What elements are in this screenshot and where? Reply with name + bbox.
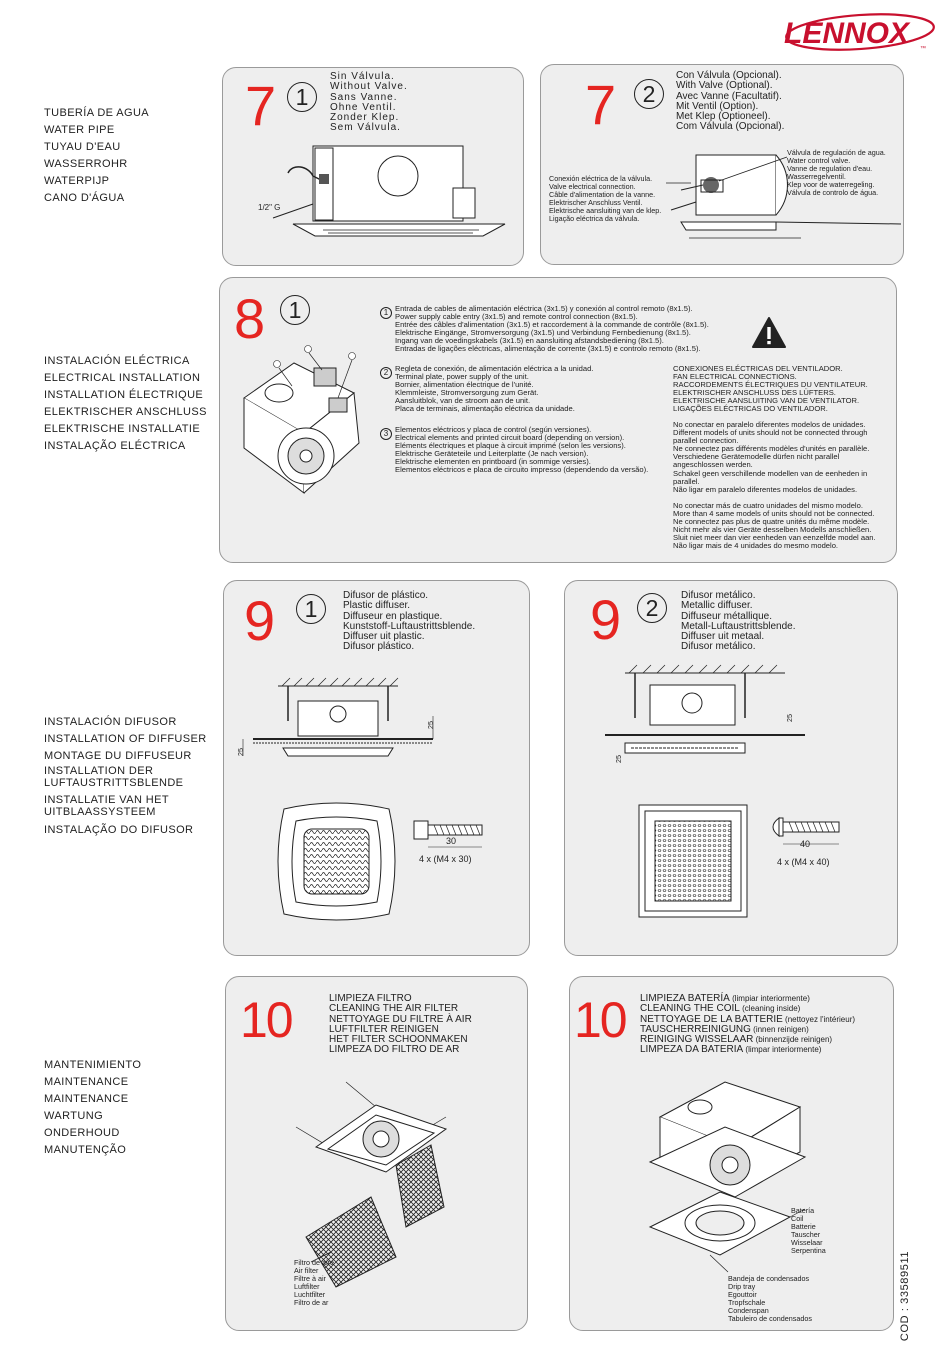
panel-step-10-coil [569,976,894,1331]
step-description: Sin Válvula. Without Valve. Sans Vanne. Ohne Ventil. Zonder Klep. Sem Válvula. [330,71,408,134]
logo-text: LENNOX [784,17,910,50]
step-circle: 1 [296,594,326,624]
max-units-text: No conectar más de cuatro unidades del mismo modelo. More than 4 same models of units should not be connected. Ne connectez pas plus de quatre unités du même modèle. Nicht mehr als vier Geräte desselben Modells anschließen. Sluit niet meer dan vier eenheden van eenzelfde model aan. Não ligar mais de 4 unidades do mesmo modelo. [673,501,876,551]
warning-icon [751,316,787,349]
dim-right: 25 [425,721,435,730]
water-valve-callout: Válvula de regulación de agua. Water control valve. Vanne de regulation d'eau. Wasserregelventil. Klep voor de waterregeling. Válvula de controlo de água. [787,148,886,198]
panel-step-7-without-valve [222,67,524,266]
diffuser-section-drawing [235,676,438,776]
step-description: Difusor metálico. Metallic diffuser. Diffuseur métallique. Metall-Luftaustrittsblende. Diffuser uit metaal. Difusor metálico. [681,590,796,653]
step-number: 9 [244,589,276,652]
fan-connections-text: CONEXIONES ELÉCTRICAS DEL VENTILADOR. FAN ELECTRICAL CONNECTIONS. RACCORDEMENTS ÉLECTRIQUES DU VENTILATEUR. ELEKTRISCHER ANSCHLUSS DES LÜFTERS. ELEKTRISCHE AANSLUITING VAN DE VENTILATOR. LIGAÇÕES ELÉCTRICAS DO VENTILADOR. [673,364,868,414]
step-circle: 2 [634,79,664,109]
coil-label: Batería Coil Batterie Tauscher Wisselaar Serpentina [791,1206,826,1256]
drip-tray-label: Bandeja de condensados Drip tray Egouttoir Tropfschale Condenspan Tabuleiro de condensados [728,1274,812,1324]
step-number: 10 [240,992,292,1048]
section-water-pipe: TUBERÍA DE AGUA WATER PIPE TUYAU D'EAU WASSERROHR WATERPIJP CANO D'ÁGUA [44,107,150,204]
screw-length: 30 [446,836,457,846]
metal-diffuser-drawing [637,803,749,919]
screw-spec: 4 x (M4 x 30) [419,854,472,864]
step-number: 8 [234,287,266,350]
section-diffuser: INSTALACIÓN DIFUSOR INSTALLATION OF DIFFUSER MONTAGE DU DIFFUSEUR INSTALLATION DER LUFTAUSTRITTSBLENDE INSTALLATIE VAN HET UITBLAASSYSTEEM INSTALAÇÃO DO DIFUSOR [44,716,207,836]
air-filter-label: Filtro de aire Air filter Filtre à air Luftfilter Luchtfilter Filtro de ar [294,1258,334,1308]
dim-right: 25 [784,714,794,723]
pipe-size-label: 1/2" G [258,203,281,212]
step-circle: 1 [280,295,310,325]
unit-electrical-drawing [234,338,384,508]
step-description: LIMPIEZA BATERÍA (limpiar interiormente) CLEANING THE COIL (cleaning inside) NETTOYAGE DE LA BATTERIE (nettoyez l'intérieur) TAUSCHERREINIGUNG (innen reinigen) REINIGING WISSELAAR (binnenzijde reinigen) LIMPEZA DA BATERIA (limpar interiormente) [640,993,856,1056]
panel-step-8-electrical [219,277,897,563]
panel-step-9-metal-diffuser [564,580,898,956]
unit-pipe-drawing [253,138,523,248]
dim-left: 25 [613,755,623,764]
step-number: 10 [574,992,626,1048]
diffuser-section-drawing [605,663,805,768]
item-1-text: 1 Entrada de cables de alimentación eléctrica (3x1.5) y conexión al control remoto (8x1.5). Power supply cable entry (3x1.5) and remote control connection (8x1.5). Entrée des câbles d'alimentation (3x1.5) et raccordement à la commande de contrôle (8x1.5). Elektrische Eingänge, Stromversorgung (3x1.5) und Verbindung Fernbedienung (8x1.5). Ingang van de voedingskabels (3x1.5) en aansluiting afstandsbediening (8x1.5). Entradas de ligações eléctricas, alimentação de corrente (3x1.5) e controlo remoto (8x1.5). [380,305,709,354]
lennox-logo [778,8,938,54]
panel-step-9-plastic-diffuser [223,580,530,956]
no-parallel-text: No conectar en paralelo diferentes modelos de unidades. Different models of units should not be connected through parallel connection. Ne connectez pas différents modèles d'unités en parallèle. Verschiedene Gerätemodelle dürfen nicht parallel angeschlossen werden. Schakel geen verschillende modellen van de eenheden in parallel. Não ligar em paralelo diferentes modelos de unidades. [673,420,870,494]
dim-left: 25 [235,748,245,757]
step-number: 7 [245,74,277,137]
item-3-text: 3 Elementos eléctricos y placa de control (según versiones). Electrical elements and printed circuit board (depending on version). Eléments électriques et plaque à circuit imprimé (selon les versions). Elektrische Geräteteile und Leiterplatte (Je nach version). Elektrische elementen en printboard (in sommige versies). Elementos eléctricos e placa de circuito impresso (dependendo da versão). [380,426,648,475]
valve-connection-callout: Conexión eléctrica de la válvula. Valve electrical connection. Câble d'alimentation de la vanne. Elektrischer Anschluss Ventil. Elektrische aansluiting van de klep. Ligação eléctrica da válvula. [549,174,662,224]
section-maintenance: MANTENIMIENTO MAINTENANCE MAINTENANCE WARTUNG ONDERHOUD MANUTENÇÃO [44,1059,142,1156]
svg-text:™: ™ [920,46,926,52]
screw-length: 40 [800,839,811,849]
panel-step-7-with-valve [540,64,904,265]
step-description: Con Válvula (Opcional). With Valve (Optional). Avec Vanne (Facultatif). Mit Ventil (Option). Met Klep (Optioneel). Com Válvula (Opcional). [676,70,785,133]
step-circle: 2 [637,593,667,623]
step-circle: 1 [287,82,317,112]
plastic-diffuser-drawing [274,799,399,924]
step-description: LIMPIEZA FILTRO CLEANING THE AIR FILTER NETTOYAGE DU FILTRE À AIR LUFTFILTER REINIGEN HET FILTER SCHOONMAKEN LIMPEZA DO FILTRO DE AR [329,993,472,1056]
document-code: COD : 33589511 [899,1250,911,1342]
item-2-text: 2 Regleta de conexión, de alimentación eléctrica a la unidad. Terminal plate, power supply of the unit. Bornier, alimentation électrique de l'unité. Klemmleiste, Stromversorgung zum Gerät. Aansluitblok, van de stroom aan de unit. Placa de terminais, alimentação eléctrica da unidade. [380,365,593,414]
step-number: 7 [585,73,617,136]
step-description: Difusor de plástico. Plastic diffuser. Diffuseur en plastique. Kunststoff-Luftaustrittsblende. Diffuser uit plastic. Difusor plástico. [343,590,476,653]
screw-spec: 4 x (M4 x 40) [777,857,830,867]
section-electrical: INSTALACIÓN ELÉCTRICA ELECTRICAL INSTALLATION INSTALLATION ÉLECTRIQUE ELEKTRISCHER ANSCHLUSS ELEKTRISCHE INSTALLATIE INSTALAÇÃO ELÉCTRICA [44,355,207,452]
step-number: 9 [590,588,622,651]
panel-step-10-air-filter [225,976,528,1331]
